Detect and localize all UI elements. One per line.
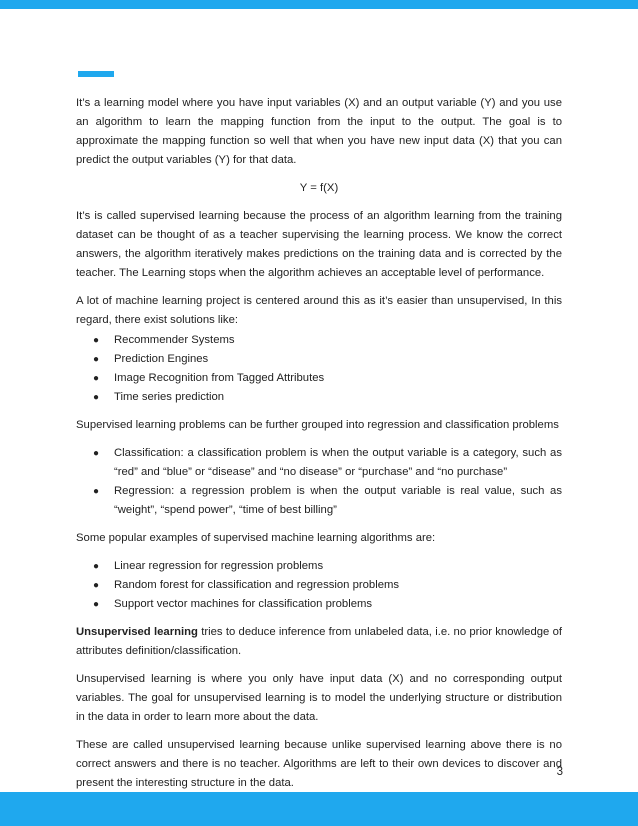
list-item: ● Regression: a regression problem is when the output variable is real value, such as “weight”, “spend power”, “time of best billing” xyxy=(114,482,562,520)
list-item: ● Random forest for classification and regression problems xyxy=(114,576,562,595)
bottom-accent-bar xyxy=(0,792,638,826)
bullet-icon: ● xyxy=(93,448,100,459)
problem-types-list xyxy=(76,444,562,520)
paragraph-solutions-intro: A lot of machine learning project is centered around this as it’s easier than unsupervised, In this regard, there exist solutions like: xyxy=(76,295,562,326)
paragraph-problem-types-intro: Supervised learning problems can be further grouped into regression and classification problems xyxy=(76,419,559,431)
bullet-icon: ● xyxy=(93,335,100,346)
paragraph-supervised-explanation: It’s is called supervised learning because the process of an algorithm learning from the training dataset can be thought of as a teacher supervising the learning process. We know the correct answers, the algorithm iteratively makes predictions on the training data and is corrected by the teacher. The Learning stops when the algorithm achieves an acceptable level of performance. xyxy=(76,210,562,279)
paragraph-unsupervised-definition: Unsupervised learning tries to deduce inference from unlabeled data, i.e. no prior knowledge of attributes definition/classification. xyxy=(76,626,562,657)
top-accent-bar xyxy=(0,0,638,9)
formula: Y = f(X) xyxy=(299,182,339,194)
list-item: ● Image Recognition from Tagged Attributes xyxy=(114,369,562,388)
paragraph-algorithms-intro: Some popular examples of supervised machine learning algorithms are: xyxy=(76,532,436,544)
bullet-icon: ● xyxy=(93,354,100,365)
algorithms-list xyxy=(76,557,562,614)
page-number: 3 xyxy=(556,766,563,778)
bullet-icon: ● xyxy=(93,486,100,497)
solutions-list xyxy=(76,331,562,407)
list-item: ● Time series prediction xyxy=(114,388,562,407)
list-item: ● Support vector machines for classification problems xyxy=(114,595,562,614)
heading-accent-line xyxy=(78,71,114,77)
bullet-icon: ● xyxy=(93,599,100,610)
list-item: ● Prediction Engines xyxy=(114,350,562,369)
document-body xyxy=(76,94,562,802)
paragraph-unsupervised-reason: These are called unsupervised learning because unlike supervised learning above there is no correct answers and there is no teacher. Algorithms are left to their own devices to discover and present the interesting structure in the data. xyxy=(76,739,562,789)
paragraph-unsupervised-explanation: Unsupervised learning is where you only have input data (X) and no corresponding output variables. The goal for unsupervised learning is to model the underlying structure or distribution in the data in order to learn more about the data. xyxy=(76,673,562,723)
bullet-icon: ● xyxy=(93,392,100,403)
list-item: ● Recommender Systems xyxy=(114,331,562,350)
bullet-icon: ● xyxy=(93,373,100,384)
bullet-icon: ● xyxy=(93,580,100,591)
list-item: ● Classification: a classification problem is when the output variable is a category, such as “red” and “blue” or “disease” and “no disease” or “purchase” and “no purchase” xyxy=(114,444,562,482)
bullet-icon: ● xyxy=(93,561,100,572)
paragraph-supervised-definition: It’s a learning model where you have input variables (X) and an output variable (Y) and you use an algorithm to learn the mapping function from the input to the output. The goal is to approximate the mapping function so well that when you have new input data (X) that you can predict the output variables (Y) for that data. xyxy=(76,97,562,166)
unsupervised-term: Unsupervised learning xyxy=(76,626,198,638)
list-item: ● Linear regression for regression problems xyxy=(114,557,562,576)
